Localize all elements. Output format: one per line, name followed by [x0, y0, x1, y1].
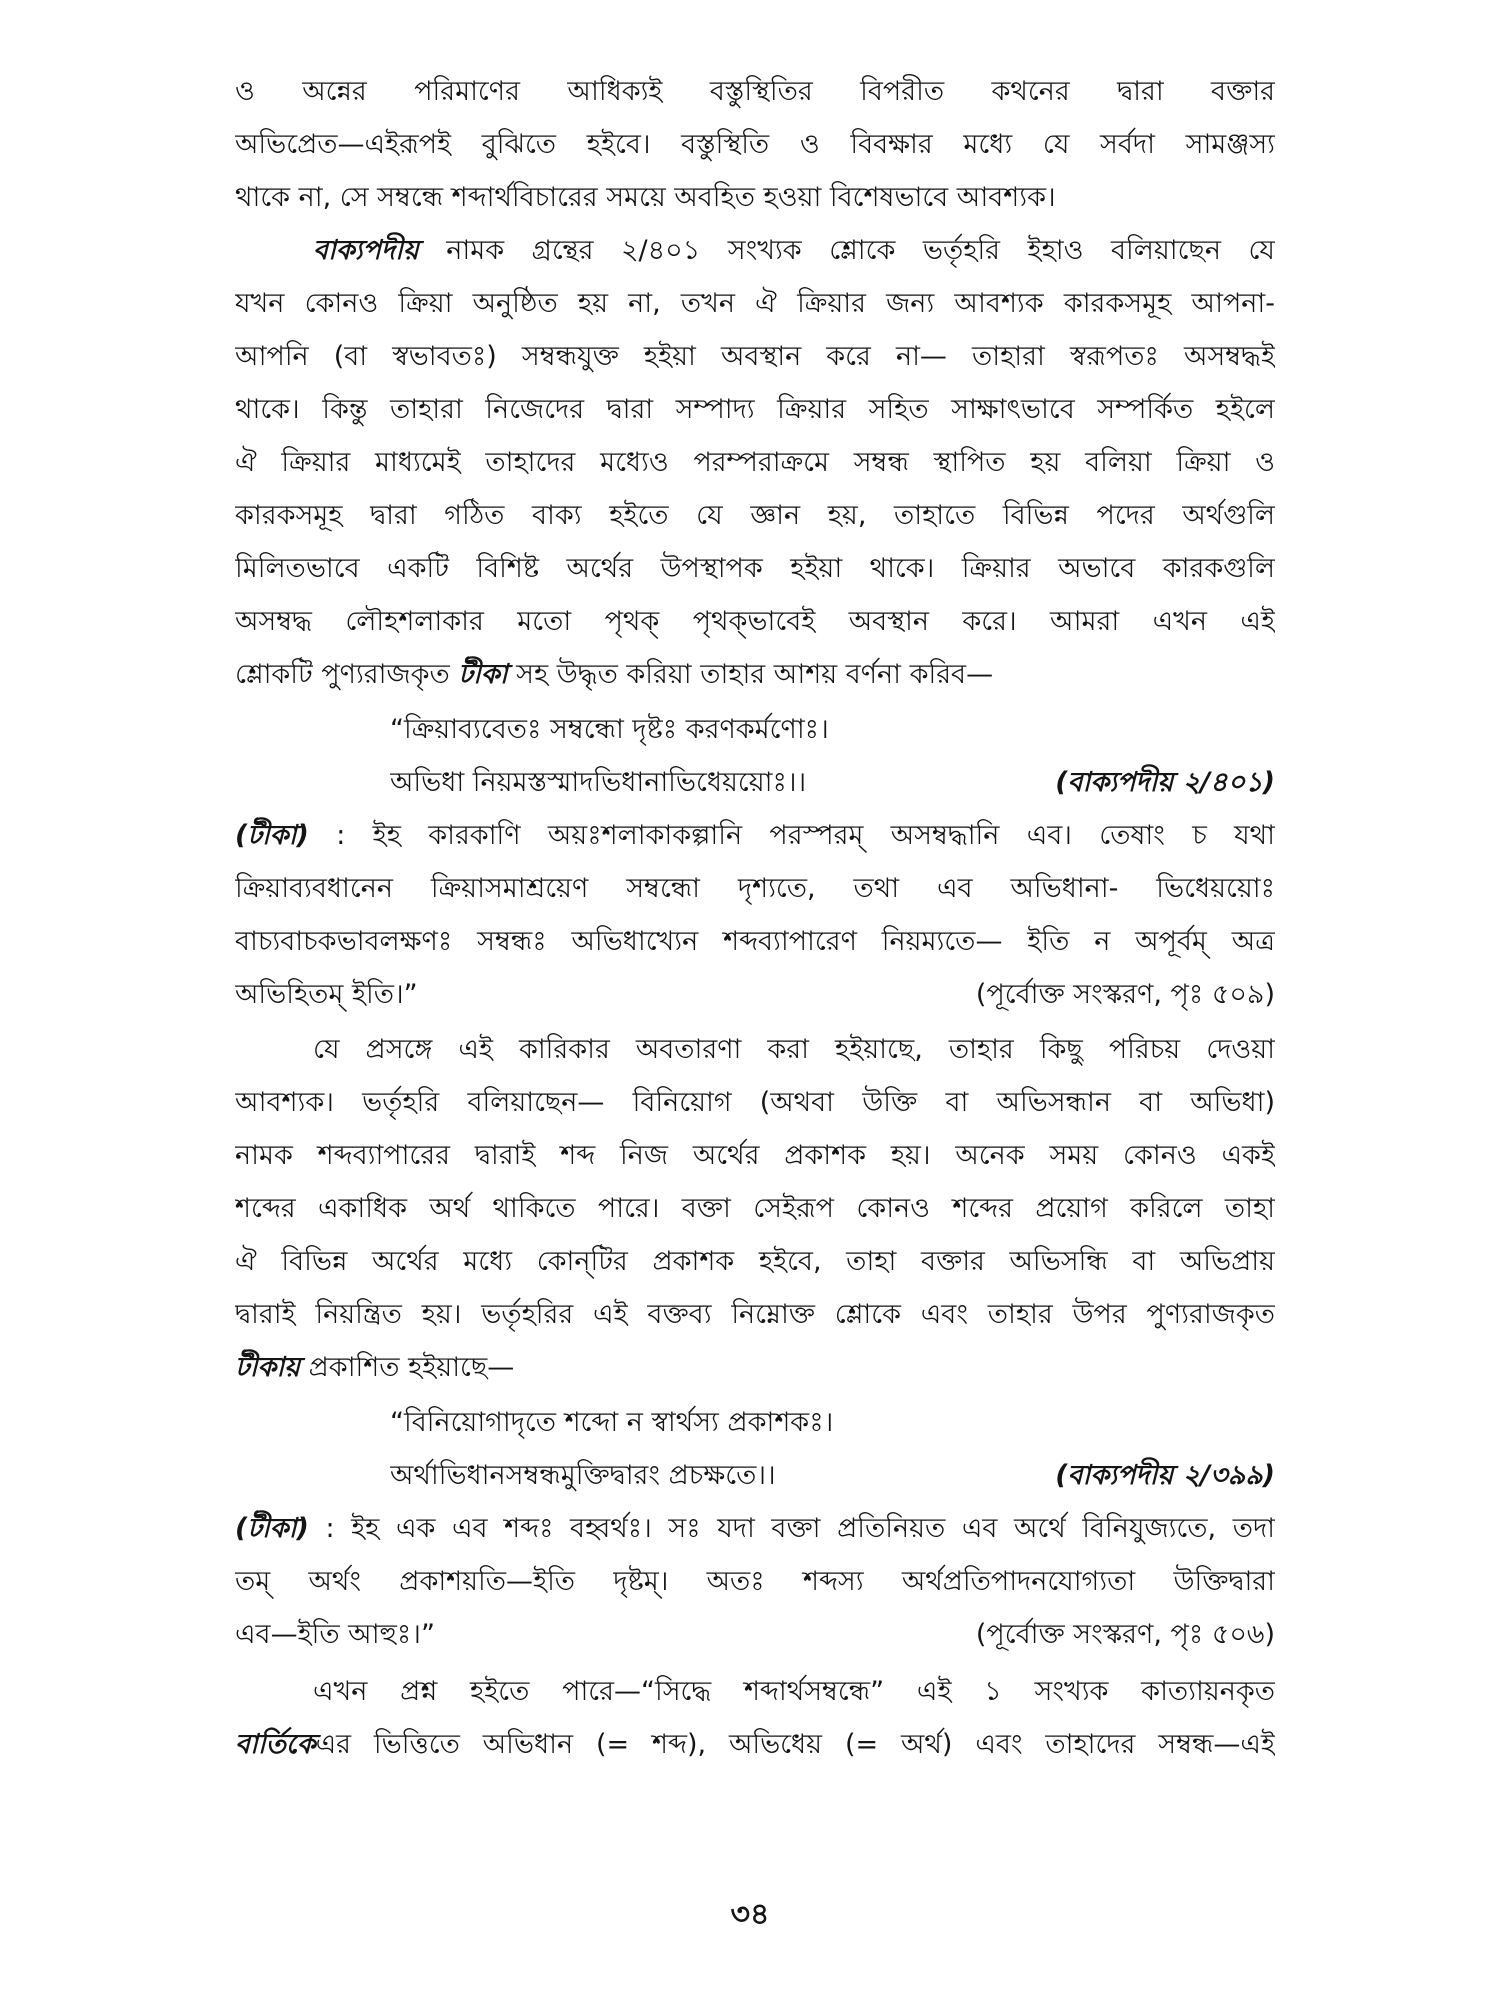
text-line: কারকসমূহ দ্বারা গঠিত বাক্য হইতে যে জ্ঞান হয়, তাহাতে বিভিন্ন পদের অর্থগুলি: [235, 500, 1275, 531]
commentary-line: অভিহিতম্ ইতি।” (পূর্বোক্ত সংস্করণ, পৃঃ ৫০৯): [235, 969, 1275, 1021]
commentary-line: (টীকা) : ইহ এক এব শব্দঃ বহ্বর্থঃ। সঃ যদা বক্তা প্রতিনিয়ত এব অর্থে বিনিযুজ্যতে, তদা: [235, 1513, 1275, 1544]
source-reference: (পূর্বোক্ত সংস্করণ, পৃঃ ৫০৯): [975, 979, 1275, 1010]
commentary-line: বাচ্যবাচকভাবলক্ষণঃ সম্বন্ধঃ অভিধাখ্যেন শব্দব্যাপারেণ নিয়ম্যতে— ইতি ন অপূর্বম্ অত্র: [235, 926, 1275, 957]
text-line: মিলিতভাবে একটি বিশিষ্ট অর্থের উপস্থাপক হইয়া থাকে। ক্রিয়ার অভাবে কারকগুলি: [235, 553, 1275, 584]
page-number: ৩৪: [730, 1897, 770, 1932]
commentary-line: এব—ইতি আহুঃ।” (পূর্বোক্ত সংস্করণ, পৃঃ ৫০৬): [235, 1609, 1275, 1661]
verse-line: “বিনিয়োগাদৃতে শব্দো ন স্বার্থস্য প্রকাশকঃ।: [390, 1407, 834, 1438]
text-line: ঐ বিভিন্ন অর্থের মধ্যে কোন্‌টির প্রকাশক হইবে, তাহা বক্তার অভিসন্ধি বা অভিপ্রায়: [235, 1246, 1275, 1277]
commentary-line: (টীকা) : ইহ কারকাণি অয়ঃশলাকাকল্পানি পরস্পরম্ অসম্বদ্ধানি এব। তেষাং চ যথা: [235, 820, 1275, 851]
text-line: আপনি (বা স্বভাবতঃ) সম্বন্ধযুক্ত হইয়া অবস্থান করে না— তাহারা স্বরূপতঃ অসম্বদ্ধই: [235, 341, 1275, 372]
text-line: শব্দের একাধিক অর্থ থাকিতে পারে। বক্তা সেইরূপ কোনও শব্দের প্রয়োগ করিলে তাহা: [235, 1193, 1275, 1224]
italic-term: (টীকা): [235, 1513, 309, 1544]
text-line: এখন প্রশ্ন হইতে পারে—“সিদ্ধে শব্দার্থসম্বন্ধে” এই ১ সংখ্যক কাত্যায়নকৃত: [313, 1676, 1275, 1707]
citation: (বাক্যপদীয় ২/৩৯৯): [1055, 1460, 1275, 1491]
commentary-line: ক্রিয়াব্যবধানেন ক্রিয়াসমাশ্রয়েণ সম্বন্ধো দৃশ্যতে, তথা এব অভিধানা- ভিধেয়য়োঃ: [235, 873, 1275, 904]
commentary-line: তম্ অর্থং প্রকাশয়তি—ইতি দৃষ্টম্। অতঃ শব্দস্য অর্থপ্রতিপাদনযোগ্যতা উক্তিদ্বারা: [235, 1566, 1275, 1597]
italic-term: টীকা: [458, 659, 508, 690]
text-line: দ্বারাই নিয়ন্ত্রিত হয়। ভর্তৃহরির এই বক্তব্য নিম্নোক্ত শ্লোকে এবং তাহার উপর পুণ্যরাজকৃত: [235, 1299, 1275, 1330]
text-line: বাক্যপদীয় নামক গ্রন্থের ২/৪০১ সংখ্যক শ্লোকে ভর্তৃহরি ইহাও বলিয়াছেন যে: [313, 235, 1275, 266]
text-line: নামক শব্দব্যাপারের দ্বারাই শব্দ নিজ অর্থের প্রকাশক হয়। অনেক সময় কোনও একই: [235, 1140, 1275, 1171]
text-line: অভিপ্রেত—এইরূপই বুঝিতে হইবে। বস্তুস্থিতি ও বিবক্ষার মধ্যে যে সর্বদা সামঞ্জস্য: [235, 129, 1275, 160]
text-line: থাকে না, সে সম্বন্ধে শব্দার্থবিচারের সময়ে অবহিত হওয়া বিশেষভাবে আবশ্যক।: [235, 182, 1056, 213]
text-line: শ্লোকটি পুণ্যরাজকৃত টীকা সহ উদ্ধৃত করিয়া তাহার আশয় বর্ণনা করিব—: [235, 659, 994, 690]
text-line: যখন কোনও ক্রিয়া অনুষ্ঠিত হয় না, তখন ঐ ক্রিয়ার জন্য আবশ্যক কারকসমূহ আপনা-: [235, 288, 1275, 319]
text-line: ঐ ক্রিয়ার মাধ্যমেই তাহাদের মধ্যেও পরম্পরাক্রমে সম্বন্ধ স্থাপিত হয় বলিয়া ক্রিয়া ও: [235, 447, 1275, 478]
verse-line: অর্থাভিধানসম্বন্ধমুক্তিদ্বারং প্রচক্ষতে।। (বাক্যপদীয় ২/৩৯৯): [390, 1450, 1275, 1502]
italic-term: টীকায়: [235, 1352, 301, 1383]
citation: (বাক্যপদীয় ২/৪০১): [1055, 767, 1275, 798]
text-line: যে প্রসঙ্গে এই কারিকার অবতারণা করা হইয়াছে, তাহার কিছু পরিচয় দেওয়া: [313, 1034, 1275, 1065]
text-line: থাকে। কিন্তু তাহারা নিজেদের দ্বারা সম্পাদ্য ক্রিয়ার সহিত সাক্ষাৎভাবে সম্পর্কিত হইলে: [235, 394, 1275, 425]
source-reference: (পূর্বোক্ত সংস্করণ, পৃঃ ৫০৬): [975, 1619, 1275, 1650]
text-line: বার্তিকেএর ভিত্তিতে অভিধান (= শব্দ), অভিধেয় (= অর্থ) এবং তাহাদের সম্বন্ধ—এই: [235, 1729, 1275, 1760]
text-line: টীকায় প্রকাশিত হইয়াছে—: [235, 1352, 515, 1383]
verse-line: অভিধা নিয়মস্তস্মাদভিধানাভিধেয়য়োঃ।। (বাক্যপদীয় ২/৪০১): [390, 757, 1275, 809]
italic-title: বাক্যপদীয়: [313, 235, 419, 266]
verse-line: “ক্রিয়াব্যবেতঃ সম্বন্ধো দৃষ্টঃ করণকর্মণোঃ।: [390, 714, 829, 745]
italic-term: বার্তিকে: [235, 1729, 316, 1760]
text-line: অসম্বদ্ধ লৌহশলাকার মতো পৃথক্ পৃথক্‌ভাবেই অবস্থান করে। আমরা এখন এই: [235, 606, 1275, 637]
italic-term: (টীকা): [235, 820, 309, 851]
text-line: আবশ্যক। ভর্তৃহরি বলিয়াছেন— বিনিয়োগ (অথবা উক্তি বা অভিসন্ধান বা অভিধা): [235, 1087, 1275, 1118]
text-line: ও অন্নের পরিমাণের আধিক্যই বস্তুস্থিতির বিপরীত কথনের দ্বারা বক্তার: [235, 76, 1275, 107]
